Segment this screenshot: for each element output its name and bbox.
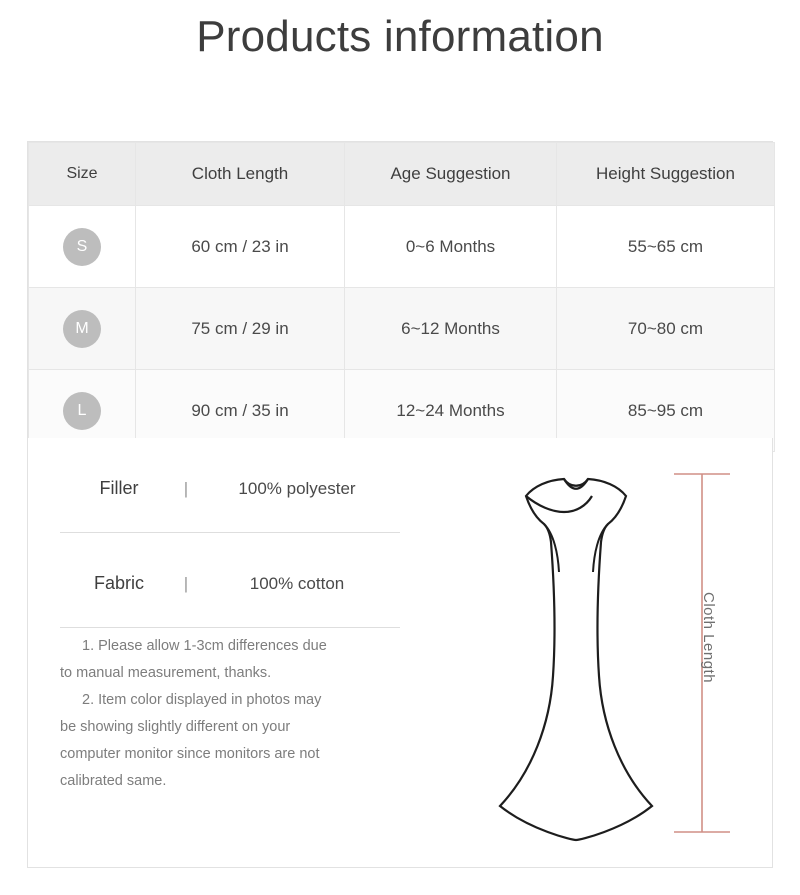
table-row — [29, 206, 775, 288]
column-header-height-suggestion: Height Suggestion — [557, 143, 775, 206]
table-head — [29, 143, 775, 206]
age-cell: 6~12 Months — [345, 288, 557, 370]
age-cell: 12~24 Months — [345, 370, 557, 452]
note-line: calibrated same. — [60, 773, 167, 789]
size-cell — [29, 206, 136, 288]
size-table — [28, 142, 775, 452]
cloth-length-cell: 90 cm / 35 in — [136, 370, 345, 452]
spec-separator: | — [183, 574, 189, 593]
note-line: to manual measurement, thanks. — [60, 665, 272, 681]
table-header-row — [29, 143, 775, 206]
table-body — [29, 206, 775, 452]
disclaimer-notes — [60, 633, 412, 795]
dimension-label: Cloth Length — [700, 592, 717, 684]
size-cell — [29, 288, 136, 370]
height-cell: 55~65 cm — [557, 206, 775, 288]
spec-value-fabric: 100% cotton — [249, 574, 345, 593]
note-line: 2. Item color displayed in photos may — [82, 692, 322, 708]
height-cell: 70~80 cm — [557, 288, 775, 370]
column-header-cloth-length: Cloth Length — [136, 143, 345, 206]
size-badge: M — [63, 310, 101, 348]
note-line: 1. Please allow 1-3cm differences due — [82, 638, 327, 654]
column-header-age-suggestion: Age Suggestion — [345, 143, 557, 206]
cloth-length-dimension — [670, 472, 744, 834]
height-cell: 85~95 cm — [557, 370, 775, 452]
material-specs — [60, 478, 400, 628]
spec-separator: | — [183, 479, 189, 498]
spec-row-fabric — [60, 573, 400, 628]
page-title: Products information — [196, 12, 604, 61]
age-cell: 0~6 Months — [345, 206, 557, 288]
size-badge: S — [63, 228, 101, 266]
spec-value-filler: 100% polyester — [238, 479, 356, 498]
cloth-length-cell: 60 cm / 23 in — [136, 206, 345, 288]
size-chart — [27, 141, 773, 453]
spec-label-fabric: Fabric — [93, 573, 144, 593]
garment-body-path — [500, 479, 652, 840]
spec-row-filler — [60, 478, 400, 533]
note-line: computer monitor since monitors are not — [60, 746, 320, 762]
size-badge: L — [63, 392, 101, 430]
column-header-size: Size — [29, 143, 136, 206]
note-line: be showing slightly different on your — [60, 719, 291, 735]
details-panel — [27, 438, 773, 868]
table-row — [29, 288, 775, 370]
cloth-length-cell: 75 cm / 29 in — [136, 288, 345, 370]
spec-label-filler: Filler — [99, 478, 139, 498]
